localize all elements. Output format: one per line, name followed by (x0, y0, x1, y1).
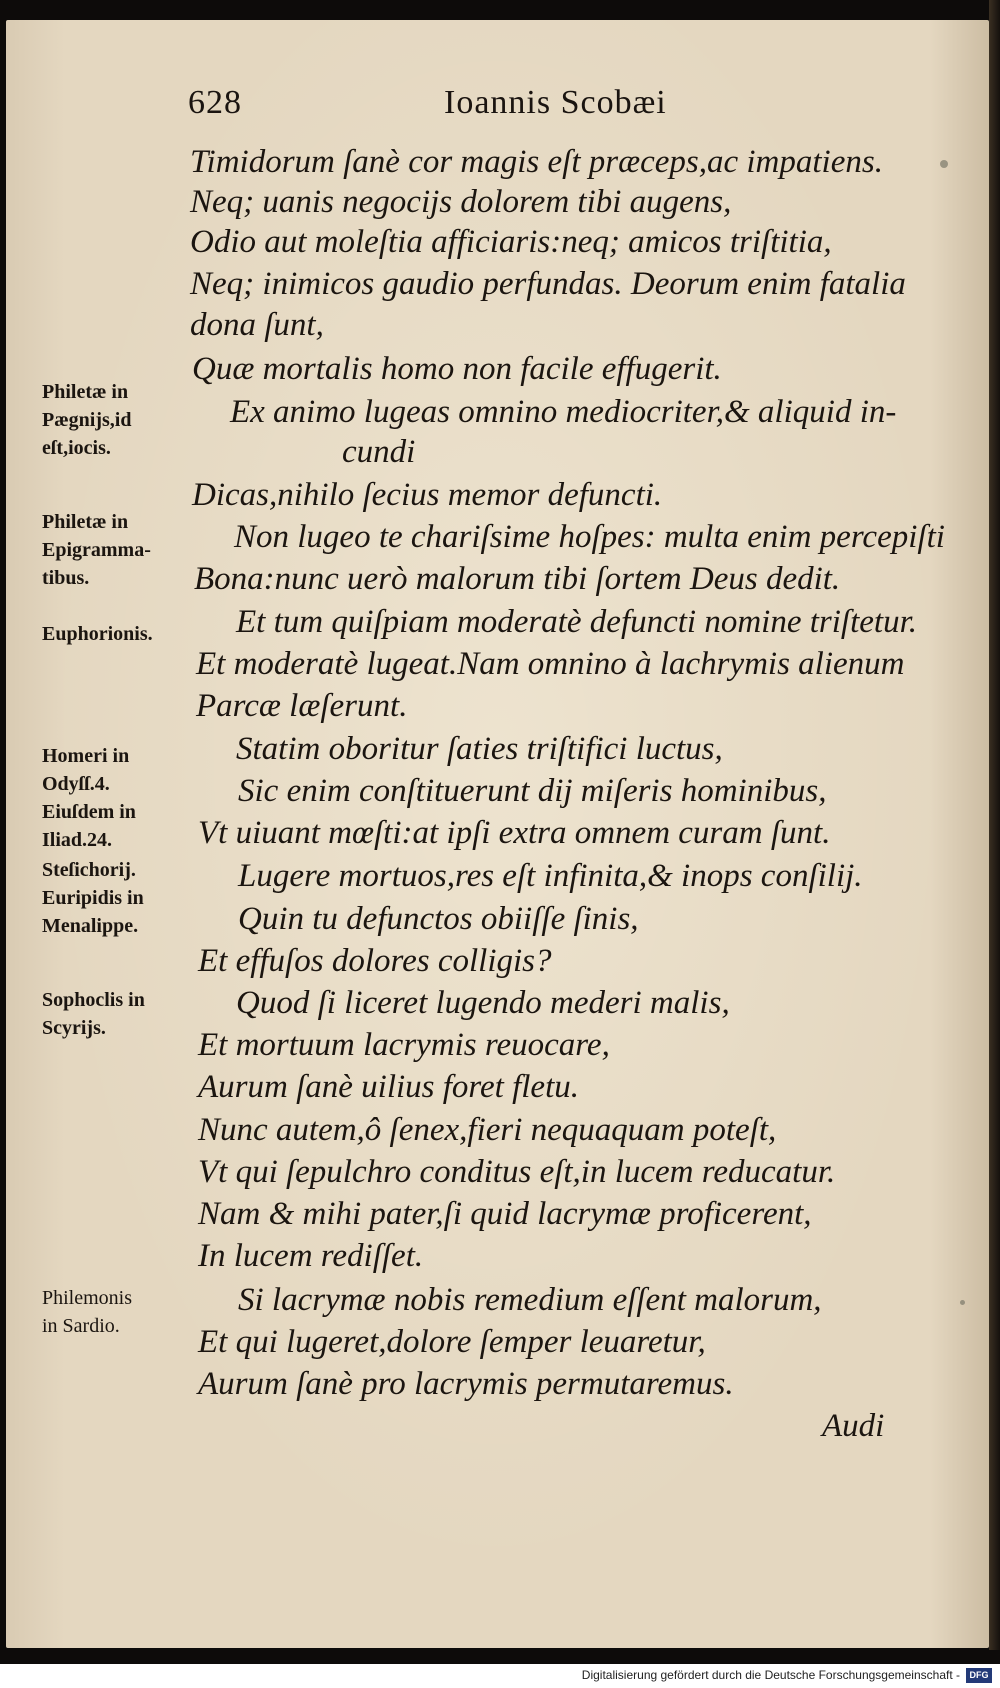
text-line: Et moderatè lugeat.Nam omnino à lachrymis alienum (196, 646, 905, 682)
text-line: Timidorum ſanè cor magis eſt præceps,ac impatiens. (190, 144, 883, 180)
text-line: Si lacrymæ nobis remedium eſſent malorum, (238, 1282, 822, 1318)
margin-note (42, 884, 144, 940)
digitization-footer (0, 1664, 1000, 1688)
margin-note-line: Menalippe. (42, 915, 139, 937)
text-line: Quin tu defunctos obiiſſe ſinis, (238, 901, 639, 937)
text-line: Lugere mortuos,res eſt infinita,& inops conſilij. (238, 858, 863, 894)
text-line: Sic enim conſtituerunt dij miſeris hominibus, (238, 773, 827, 809)
text-line: Non lugeo te chariſsime hoſpes: multa enim percepiſti (234, 519, 945, 555)
margin-note-line: Scyrijs. (42, 1017, 106, 1039)
text-line: Et effuſos dolores colligis? (198, 943, 552, 979)
margin-note (42, 798, 136, 854)
margin-note-line: Pægnijs,id (42, 409, 132, 431)
text-line: Neq; uanis negocijs dolorem tibi augens, (190, 184, 732, 220)
text-line: Bona:nunc uerò malorum tibi ſortem Deus dedit. (194, 561, 841, 597)
text-line: Quæ mortalis homo non facile effugerit. (192, 351, 722, 387)
text-line: Statim oboritur ſaties triſtifici luctus, (236, 731, 723, 767)
margin-note-line: Philemonis (42, 1287, 133, 1309)
text-line: In lucem rediſſet. (198, 1238, 424, 1274)
margin-note-line: Iliad.24. (42, 829, 113, 851)
margin-note-line: Homeri in (42, 745, 130, 767)
paper-speck (940, 160, 948, 168)
margin-note (42, 1284, 132, 1340)
text-line: dona ſunt, (190, 307, 324, 343)
text-line: cundi (342, 434, 416, 470)
text-line: Et tum quiſpiam moderatè defuncti nomine triſtetur. (236, 604, 918, 640)
text-line: Et mortuum lacrymis reuocare, (198, 1027, 610, 1063)
text-line: Nunc autem,ô ſenex,fieri nequaquam poteſt, (198, 1112, 777, 1148)
margin-note-line: Euripidis in (42, 887, 144, 909)
text-line: Dicas,nihilo ſecius memor defuncti. (192, 477, 663, 513)
funding-notice: Digitalisierung gefördert durch die Deutsche Forschungsgemeinschaft - (581, 1668, 960, 1682)
margin-note-line: Sophoclis in (42, 989, 145, 1011)
running-title: Ioannis Scobæi (444, 84, 667, 121)
margin-note-line: Epigramma- (42, 539, 151, 561)
margin-note-line: Euphorionis. (42, 623, 153, 645)
margin-note-line: eſt,iocis. (42, 437, 111, 459)
text-line: Odio aut moleſtia afficiaris:neq; amicos triſtitia, (190, 224, 832, 260)
running-header (188, 84, 708, 134)
margin-note-line: Philetæ in (42, 511, 129, 533)
margin-note-line: Steſichorij. (42, 859, 136, 881)
dfg-logo: DFG (966, 1668, 992, 1683)
catchword: Audi (822, 1408, 885, 1444)
margin-note-line: in Sardio. (42, 1315, 120, 1337)
text-line: Neq; inimicos gaudio perfundas. Deorum enim fatalia (190, 266, 906, 302)
text-line: Quod ſi liceret lugendo mederi malis, (236, 985, 730, 1021)
text-line: Vt uiuant mœſti:at ipſi extra omnem curam ſunt. (198, 815, 831, 851)
margin-note (42, 508, 151, 592)
page-number: 628 (188, 84, 242, 121)
text-line: Vt qui ſepulchro conditus eſt,in lucem reducatur. (198, 1154, 836, 1190)
margin-note-line: tibus. (42, 567, 90, 589)
book-edge (989, 0, 1000, 1650)
text-line: Aurum ſanè pro lacrymis permutaremus. (198, 1366, 734, 1402)
margin-note-line: Odyſſ.4. (42, 773, 110, 795)
margin-note (42, 742, 129, 798)
margin-note (42, 986, 145, 1042)
paper-speck (960, 1300, 965, 1305)
text-line: Ex animo lugeas omnino mediocriter,& aliquid in- (230, 394, 897, 430)
margin-note-line: Philetæ in (42, 381, 129, 403)
margin-note (42, 620, 153, 648)
margin-note (42, 856, 136, 884)
text-line: Nam & mihi pater,ſi quid lacrymæ proficerent, (198, 1196, 812, 1232)
margin-note (42, 378, 131, 462)
margin-note-line: Eiuſdem in (42, 801, 136, 823)
text-line: Parcæ læſerunt. (196, 688, 408, 724)
text-line: Aurum ſanè uilius foret fletu. (198, 1069, 579, 1105)
text-line: Et qui lugeret,dolore ſemper leuaretur, (198, 1324, 706, 1360)
